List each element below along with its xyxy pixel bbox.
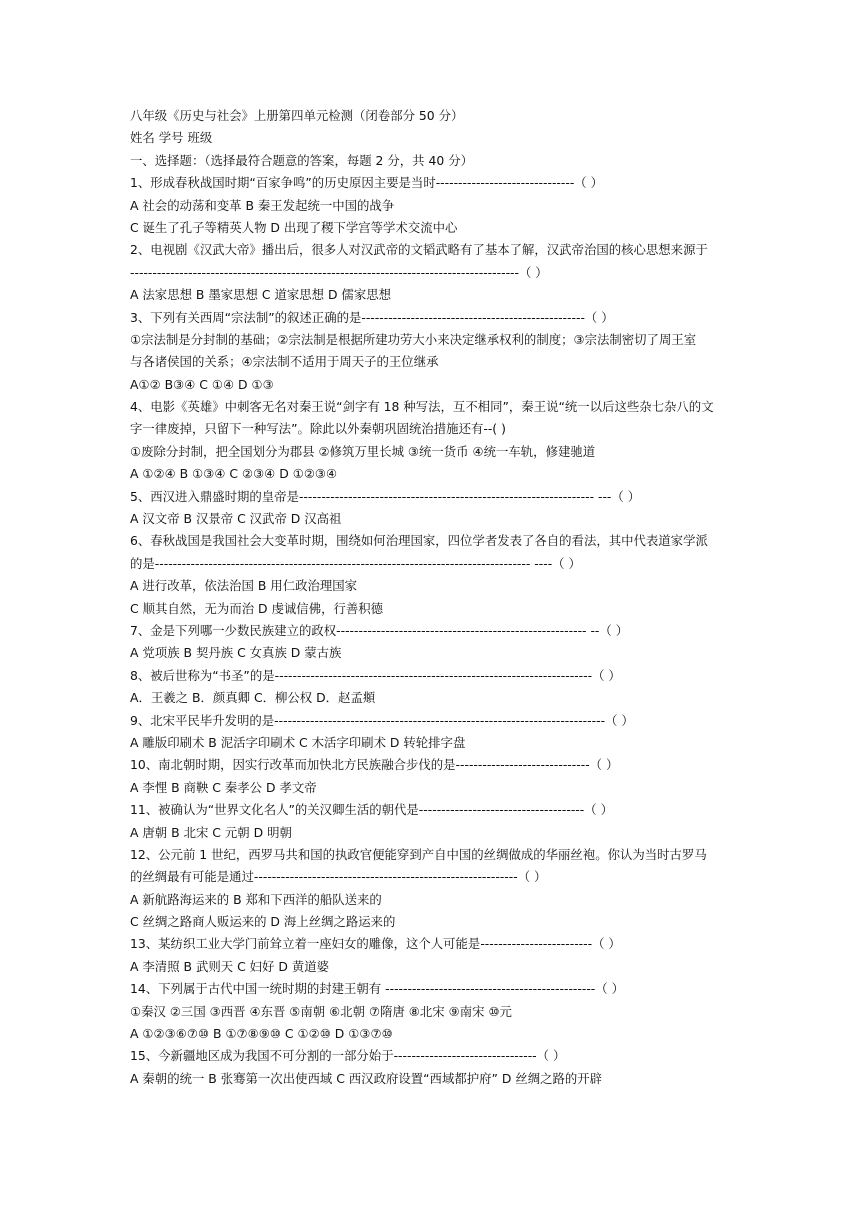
question-12-options-c-d: C 丝绸之路商人贩运来的 D 海上丝绸之路运来的 — [130, 914, 396, 930]
question-5-options: A 汉文帝 B 汉景帝 C 汉武帝 D 汉高祖 — [130, 511, 342, 527]
question-2-options: A 法家思想 B 墨家思想 C 道家思想 D 儒家思想 — [130, 287, 391, 303]
question-8-options: A．王羲之 B．颜真卿 C．柳公权 D．赵孟頫 — [130, 690, 376, 706]
exam-page — [130, 105, 730, 1090]
question-3: 3、下列有关西周“宗法制”的叙述正确的是--------------------------------------------------（ ） — [130, 309, 614, 325]
question-5: 5、西汉进入鼎盛时期的皇帝是------------------------------------------------------------------ ---（ ） — [130, 488, 641, 504]
question-10: 10、南北朝时期，因实行改革而加快北方民族融合步伐的是------------------------------（ ） — [130, 757, 619, 773]
question-10-options: A 李悝 B 商鞅 C 秦孝公 D 孝文帝 — [130, 779, 317, 795]
question-14-statements: ①秦汉 ②三国 ③西晋 ④东晋 ⑤南朝 ⑥北朝 ⑦隋唐 ⑧北宋 ⑨南宋 ⑩元 — [130, 1003, 512, 1019]
question-13-options: A 李清照 B 武则天 C 妇好 D 黄道婆 — [130, 958, 330, 974]
question-1: 1、形成春秋战国时期“百家争鸣”的历史原因主要是当时-------------------------------（ ） — [130, 175, 604, 191]
question-6-options-c-d: C 顺其自然，无为而治 D 虔诚信佛，行善积德 — [130, 600, 384, 616]
exam-title: 八年级《历史与社会》上册第四单元检测（闭卷部分 50 分） — [130, 108, 464, 123]
question-9-options: A 雕版印刷术 B 泥活字印刷术 C 木活字印刷术 D 转轮排字盘 — [130, 734, 466, 750]
question-11-options: A 唐朝 B 北宋 C 元朝 D 明朝 — [130, 824, 292, 840]
question-13: 13、某纺织工业大学门前耸立着一座妇女的雕像，这个人可能是-------------------------（ ） — [130, 936, 621, 952]
question-4-statements: ①废除分封制，把全国划分为郡县 ②修筑万里长城 ③统一货币 ④统一车轨，修建驰道 — [130, 443, 596, 459]
student-info-line: 姓名 学号 班级 — [130, 130, 213, 146]
question-4: 4、电影《英雄》中刺客无名对秦王说“剑字有 18 种写法，互不相同”，秦王说“统一以后这些杂七杂八的文 — [130, 399, 714, 415]
question-9: 9、北宋平民毕升发明的是--------------------------------------------------------------------------（ ） — [130, 712, 634, 728]
question-3-options: A①② B③④ C ①④ D ①③ — [130, 376, 274, 392]
question-14-options: A ①②③⑥⑦⑩ B ①⑦⑧⑨⑩ C ①②⑩ D ①③⑦⑩ — [130, 1026, 393, 1042]
section-heading: 一、选择题：（选择最符合题意的答案，每题 2 分，共 40 分） — [130, 152, 473, 168]
question-15: 15、今新疆地区成为我国不可分割的一部分始于--------------------------------（ ） — [130, 1048, 566, 1064]
question-7: 7、金是下列哪一少数民族建立的政权-------------------------------------------------------- --（ ） — [130, 622, 629, 638]
question-2: 2、电视剧《汉武大帝》播出后，很多人对汉武帝的文韬武略有了基本了解，汉武帝治国的核心思想来源于 — [130, 242, 708, 258]
question-12: 12、公元前 1 世纪，西罗马共和国的执政官便能穿到产自中国的丝绸做成的华丽丝袍。你认为当时古罗马 — [130, 846, 707, 862]
question-6-options-a-b: A 进行改革，依法治国 B 用仁政治理国家 — [130, 578, 358, 594]
question-11: 11、被确认为“世界文化名人”的关汉卿生活的朝代是-------------------------------------（ ） — [130, 802, 613, 818]
question-12-options-a-b: A 新航路海运来的 B 郑和下西洋的船队送来的 — [130, 891, 382, 907]
question-3-statements-cont: 与各诸侯国的关系；④宗法制不适用于周天子的王位继承 — [130, 354, 439, 370]
question-8: 8、被后世称为“书圣”的是-----------------------------------------------------------------------（ ） — [130, 667, 621, 683]
question-4-cont: 字一律废掉，只留下一种写法”。除此以外秦朝巩固统治措施还有--( ) — [130, 421, 506, 437]
question-1-options-c-d: C 诞生了孔子等精英人物 D 出现了稷下学宫等学术交流中心 — [130, 219, 458, 235]
question-15-options: A 秦朝的统一 B 张骞第一次出使西域 C 西汉政府设置“西域都护府” D 丝绸之路的开辟 — [130, 1070, 603, 1086]
question-7-options: A 党项族 B 契丹族 C 女真族 D 蒙古族 — [130, 645, 342, 661]
question-12-cont: 的丝绸最有可能是通过-----------------------------------------------------------（ ） — [130, 869, 547, 885]
question-4-options: A ①②④ B ①③④ C ②③④ D ①②③④ — [130, 466, 338, 482]
question-14: 14、下列属于古代中国一统时期的封建王朝有 -----------------------------------------------（ ） — [130, 981, 624, 997]
question-1-options-a-b: A 社会的动荡和变革 B 秦王发起统一中国的战争 — [130, 197, 395, 213]
question-6: 6、春秋战国是我国社会大变革时期，围绕如何治理国家，四位学者发表了各自的看法，其中代表道家学派 — [130, 533, 708, 549]
question-3-statements: ①宗法制是分封制的基础；②宗法制是根据所建功劳大小来决定继承权利的制度；③宗法制密切了周王室 — [130, 331, 697, 347]
question-6-cont: 的是------------------------------------------------------------------------------------ ----（ ） — [130, 555, 581, 571]
question-2-answer-line: ---------------------------------------------------------------------------------------（ ） — [130, 264, 548, 280]
